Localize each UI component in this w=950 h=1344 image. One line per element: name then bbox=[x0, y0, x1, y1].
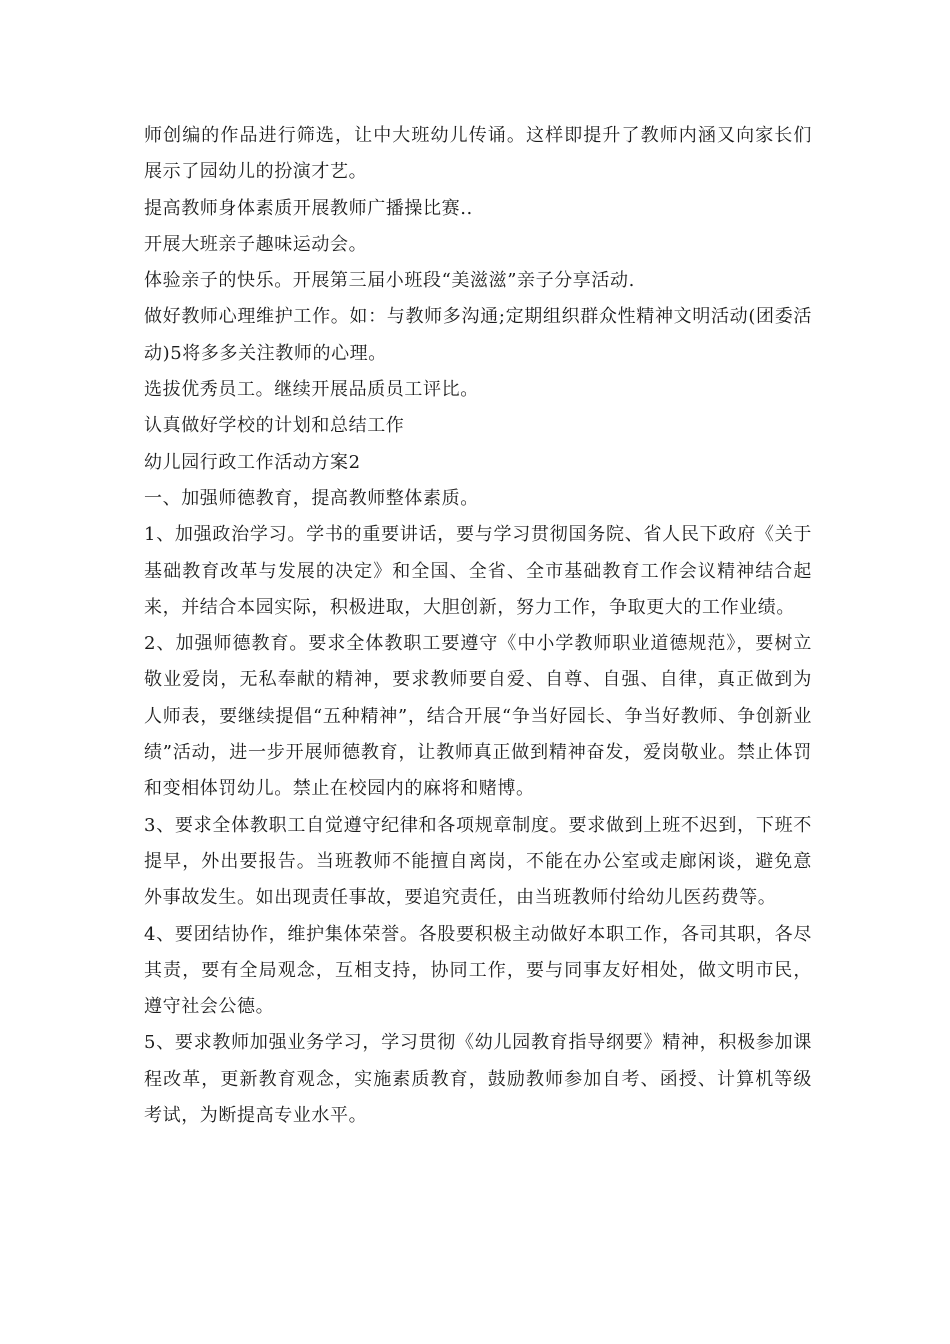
list-item: 2、加强师德教育。要求全体教职工要遵守《中小学教师职业道德规范》，要树立敬业爱岗，无私奉献的精神，要求教师要自爱、自尊、自强、自律，真正做到为人师表，要继续提倡“五种精神”，结合开展“争当好园长、争当好教师、争创新业绩”活动，进一步开展师德教育，让教师真正做到精神奋发，爱岗敬业。禁止体罚和变相体罚幼儿。禁止在校园内的麻将和赌博。 bbox=[144, 633, 812, 800]
list-item: 5、要求教师加强业务学习，学习贯彻《幼儿园教育指导纲要》精神，积极参加课程改革，更新教育观念，实施素质教育，鼓励教师参加自考、函授、计算机等级考试，为断提高专业水平。 bbox=[144, 1032, 812, 1127]
subsection-heading: 一、加强师德教育，提高教师整体素质。 bbox=[144, 487, 479, 509]
list-item: 4、要团结协作，维护集体荣誉。各股要积极主动做好本职工作，各司其职，各尽其责，要有全局观念，互相支持，协同工作，要与同事友好相处，做文明市民，遵守社会公德。 bbox=[144, 923, 812, 1018]
document-body bbox=[144, 118, 812, 1134]
paragraph: 体验亲子的快乐。开展第三届小班段“美滋滋”亲子分享活动. bbox=[144, 270, 635, 292]
list-item: 3、要求全体教职工自觉遵守纪律和各项规章制度。要求做到上班不迟到，下班不提早，外出要报告。当班教师不能擅自离岗，不能在办公室或走廊闲谈，避免意外事故发生。如出现责任事故，要追究责任，由当班教师付给幼儿医药费等。 bbox=[144, 814, 812, 909]
paragraph: 选拔优秀员工。继续开展品质员工评比。 bbox=[144, 379, 479, 401]
list-item: 1、加强政治学习。学书的重要讲话，要与学习贯彻国务院、省人民下政府《关于基础教育改革与发展的决定》和全国、全省、全市基础教育工作会议精神结合起来，并结合本园实际，积极进取，大胆创新，努力工作，争取更大的工作业绩。 bbox=[144, 524, 812, 618]
paragraph: 做好教师心理维护工作。如：与教师多沟通;定期组织群众性精神文明活动(团委活动)5将多多关注教师的心理。 bbox=[144, 306, 812, 364]
section-heading: 幼儿园行政工作活动方案2 bbox=[144, 451, 361, 473]
paragraph: 开展大班亲子趣味运动会。 bbox=[144, 233, 368, 255]
paragraph: 提高教师身体素质开展教师广播操比赛.. bbox=[144, 197, 473, 219]
paragraph: 师创编的作品进行筛选，让中大班幼儿传诵。这样即提升了教师内涵又向家长们展示了园幼儿的扮演才艺。 bbox=[144, 125, 812, 183]
paragraph: 认真做好学校的计划和总结工作 bbox=[144, 415, 405, 437]
